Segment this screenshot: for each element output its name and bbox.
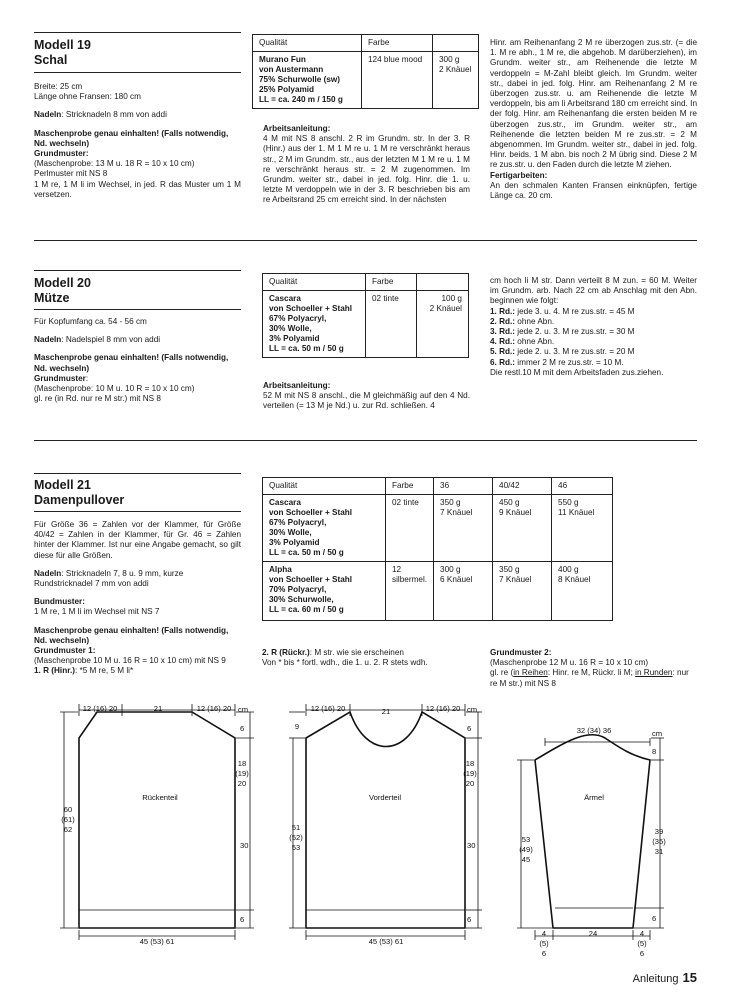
sleeve-bottom-right: 4 (5) 6 [637,929,647,958]
front-unit: cm [467,705,478,714]
sleeve-piece-outline [535,735,650,928]
footer-label: Anleitung [632,973,679,985]
sleeve-right-len: 39 (35) 31 [652,827,666,856]
back-piece-outline [79,712,235,928]
front-left-height: 51 (52) 53 [289,823,303,852]
back-right-body: 30 [240,841,249,850]
sleeve-top: 32 (34) 36 [576,726,612,735]
front-right-shoulder: 6 [467,724,472,733]
back-bottom: 45 (53) 61 [139,937,175,946]
sleeve-bottom-mid: 24 [588,929,598,938]
back-top-left: 12 (16) 20 [82,704,118,713]
back-right-rib: 6 [240,915,245,924]
yarn-table-20: Qualität Farbe Cascara von Schoeller + Stahl 67% Polyacryl, 30% Wolle, 3% Polyamid LL = ca. 50 m / 50 g 02 tinte 100 g 2 Knäuel [262,273,469,358]
modell-19-intro: Breite: 25 cm Länge ohne Fransen: 180 cm Nadeln: Stricknadeln 8 mm von addi Maschenprobe genau einhalten! (Falls notwendig, Nd. wechseln) Grundmuster: (Maschenprobe: 13 M u. 18 R = 10 x 10 cm) Perlmuster mit NS 8 1 M re, 1 M li im Wechsel, in jed. R das Muster um 1 M versetzen. [34,82,241,199]
sleeve-label: Ärmel [584,793,604,802]
front-piece-outline [306,712,465,928]
sleeve-right-cuff: 6 [652,914,657,923]
modell-20-col3: cm hoch li M str. Dann verteilt 8 M zun. = 60 M. Weiter im Grundm. arb. Nach 22 cm ab Anschlag mit den Abn. beginnen wie folgt: 1. Rd.: jede 3. u. 4. M re zus.str. = 45 M 2. Rd.: ohne Abn. 3. Rd.: jede 2. u. 3. M re zus.str. = 30 M 4. Rd.: ohne Abn. 5. Rd.: jede 2. u. 3. M re zus.str. = 20 M 6. Rd.: immer 2 M re zus.str. = 10 M. Die restl.10 M mit dem Arbeitsfaden zus.ziehen. [490,276,697,377]
sleeve-cap: 8 [652,747,657,756]
front-top-right: 12 (16) 20 [425,704,461,713]
modell-21-row2: 2. R (Rückr.): M str. wie sie erscheinen Von * bis * fortl. wdh., die 1. u. 2. R stets wdh. [262,648,428,668]
front-label: Vorderteil [368,793,402,802]
front-neck-depth: 9 [294,722,300,731]
modell-21-title: Modell 21 Damenpullover [34,478,125,507]
back-right-shoulder: 6 [240,724,245,733]
modell-21-intro: Für Größe 36 = Zahlen vor der Klammer, für Größe 40/42 = Zahlen in der Klammer, für Gr. 46 = Zahlen hinter der Klammer. Ist nur eine Angabe gemacht, so gilt diese für alle Größen. Nadeln: Stricknadeln 7, 8 u. 9 mm, kurze Rundstricknadel 7 mm von addi Bundmuster: 1 M re, 1 M li im Wechsel mit NS 7 Maschenprobe genau einhalten! (Falls notwendig, Nd. wechseln) Grundmuster 1: (Maschenprobe 10 M u. 16 R = 10 x 10 cm) mit NS 9 1. R (Hinr.): *5 M re, 5 M li* [34,520,241,676]
sleeve-unit: cm [652,729,663,738]
modell-20-intro: Für Kopfumfang ca. 54 - 56 cm Nadeln: Nadelspiel 8 mm von addi Maschenprobe genau einhalten! (Falls notwendig, Nd. wechseln) Grundmuster: (Maschenprobe: 10 M u. 10 R = 10 x 10 cm) gl. re (in Rd. nur re M str.) mit NS 8 [34,317,229,404]
sleeve-left-len: 53 (49) 45 [519,835,533,864]
yarn-table-21: Qualität Farbe 36 40/42 46 Cascara von Schoeller + Stahl 67% Polyacryl, 30% Wolle, 3% Polyamid LL = ca. 50 m / 50 g 02 tinte 350 g 7 Knäuel 450 g 9 Knäuel 550 g 11 Knäuel Alpha von Schoeller + Stahl 70% Polyacryl, 30% Schurwolle, LL = ca. 60 m / 50 g 12 silbermel. 300 g 6 Knäuel 350 g 7 Knäuel 400 g 8 Knäuel [262,477,613,621]
modell-20-title: Modell 20 Mütze [34,276,91,305]
front-right-arm: 18 (19) 20 [463,759,477,788]
yarn-table-19: Qualität Farbe Murano Fun von Austermann 75% Schurwolle (sw) 25% Polyamid LL = ca. 240 m / 150 g 124 blue mood 300 g 2 Knäuel [252,34,479,109]
page-footer [633,970,697,985]
modell-20-instructions: Arbeitsanleitung: 52 M mit NS 8 anschl., die M gleichmäßig auf den 4 Nd. verteilen (= 13 M je Nd.) u. zur Rd. schließen. 4 [263,381,470,411]
modell-19-instructions: Arbeitsanleitung: 4 M mit NS 8 anschl. 2 R im Grundm. str. In der 3. R (Hinr.) aus der 1. M 1 M re u. 1 M re verschränkt heraus str., 2 M im Grundm. str., aus der letzten M 1 M re u. 1 M re verschränkt heraus str. = 2 M zugenommen. Im Grundm. weiter str., dabei in jed. folg. Hinr. die 1. u. letzte M verdoppeln wie in der 3. R beschrieben bis am re Arbeitsrand 25 cm erreicht sind. In der nächsten [263,124,470,205]
back-right-arm: 18 (19) 20 [235,759,249,788]
sleeve-bottom-left: 4 (5) 6 [539,929,549,958]
back-top-mid: 21 [153,704,163,713]
modell-21-pattern2: Grundmuster 2: (Maschenprobe 12 M u. 16 R = 10 x 10 cm) gl. re (in Reihen: Hinr. re M, Rückr. li M; in Runden: nur re M str.) mit NS 8 [490,648,689,688]
modell-19-col3: Hinr. am Reihenanfang 2 M re überzogen zus.str. (= die 1. M re abh., 1 M re, die abgehob. M darüberziehen), im Grundm. weiter str., am Reihenende die letzte M verdoppeln = M-Zahl bleibt gleich. Im Grundm. weiter str., dabei in jed. folg. Hinr. am Reihenanfang 2 M re überzogen zus.str. u. am Reihenende die letzte M verdoppeln, bis am li Arbeitsrand 180 cm erreicht sind. In der folg. Hinr. am Reihenanfang die ersten beiden M re überzogen zus.str., im Grundm. weiter str., am Reihenende die letzten beiden M re zus.str. = 2 M abgenommen. Im Grundm. weiter str., dabei in jed. folg. Hinr. beids. 1 M abn. bis noch 2 M übrig sind. Diese 2 M re zus.str. u. den Faden durch die letzte M ziehen. Fertigarbeiten: An den schmalen Kanten Fransen einknüpfen, fertige Länge ca. 20 cm. [490,38,697,201]
front-top-mid: 21 [381,707,391,716]
back-top-right: 12 (16) 20 [196,704,232,713]
back-unit: cm [238,705,249,714]
front-right-rib: 6 [467,915,472,924]
front-bottom: 45 (53) 61 [368,937,404,946]
page-number: 15 [682,970,697,985]
front-top-left: 12 (16) 20 [310,704,346,713]
front-right-body: 30 [467,841,476,850]
back-label: Rückenteil [142,793,178,802]
modell-19-title: Modell 19 Schal [34,38,91,67]
back-left-height: 60 (61) 62 [61,805,75,834]
